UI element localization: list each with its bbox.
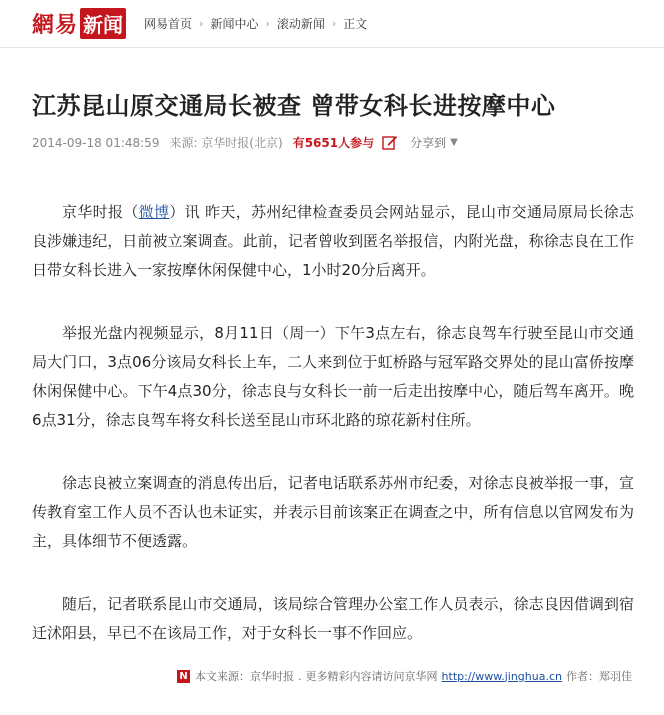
participants-count[interactable]: 有5651人参与 — [292, 136, 375, 150]
footer-source: 本文来源：京华时报 — [195, 670, 295, 683]
site-header — [0, 0, 664, 48]
share-button[interactable]: 分享到 — [410, 136, 447, 150]
paragraph-1: 京华时报（微博）讯 昨天，苏州纪律检查委员会网站显示，昆山市交通局原局长徐志良涉嫌违纪，日前被立案调查。此前，记者曾收到匿名举报信，内附光盘，称徐志良在工作日带女科长进入一家按摩休闲保健中心，1小时20分后离开。 — [32, 203, 634, 279]
edit-icon[interactable] — [382, 135, 398, 150]
crumb-home[interactable]: 网易首页 — [144, 17, 193, 31]
crumb-news-center[interactable]: 新闻中心 — [210, 17, 259, 31]
crumb-current: 正文 — [343, 17, 368, 31]
paragraph-4: 随后，记者联系昆山市交通局，该局综合管理办公室工作人员表示，徐志良因借调到宿迁沭阳县，早已不在该局工作，对于女科长一事不作回应。 — [32, 595, 634, 642]
jinghua-link[interactable]: http://www.jinghua.cn — [441, 669, 562, 683]
article-title: 江苏昆山原交通局长被查 曾带女科长进按摩中心 — [32, 92, 556, 120]
logo-text: 網易 — [32, 12, 79, 38]
logo-box: 新闻 — [80, 8, 126, 39]
weibo-link[interactable]: 微博 — [138, 203, 170, 221]
paragraph-3: 徐志良被立案调查的消息传出后，记者电话联系苏州市纪委，对徐志良被举报一事，宣传教育室工作人员不否认也未证实，并表示目前该案正在调查之中，所有信息以官网发布为主，具体细节不便透露。 — [32, 474, 634, 550]
crumb-rolling-news[interactable]: 滚动新闻 — [276, 17, 325, 31]
netease-news-logo[interactable] — [32, 8, 126, 39]
footer-dot: . — [298, 669, 302, 683]
article-body — [32, 198, 634, 682]
crumb-separator: › — [331, 17, 337, 30]
chevron-down-icon[interactable]: ▼ — [450, 137, 458, 148]
crumb-separator: › — [265, 17, 270, 30]
footer-author: 作者：郑羽佳 — [566, 670, 632, 683]
article-source: 来源: 京华时报(北京) — [169, 136, 283, 150]
crumb-separator: › — [199, 17, 204, 30]
publish-datetime: 2014-09-18 01:48:59 — [32, 135, 160, 150]
article-meta — [32, 134, 458, 151]
paragraph-2: 举报光盘内视频显示，8月11日（周一）下午3点左右，徐志良驾车行驶至昆山市交通局大门口，3点06分该局女科长上车，二人来到位于虹桥路与冠军路交界处的昆山富侨按摩休闲保健中心。下午4点30分，徐志良与女科长一前一后走出按摩中心，随后驾车离开。晚6点31分，徐志良驾车将女科长送至昆山市环北路的琼花新村住所。 — [32, 324, 634, 429]
article-footer — [177, 668, 632, 684]
netease-n-icon: N — [177, 670, 190, 683]
breadcrumb — [144, 15, 367, 32]
footer-more: 更多精彩内容请访问京华网 — [305, 670, 438, 683]
